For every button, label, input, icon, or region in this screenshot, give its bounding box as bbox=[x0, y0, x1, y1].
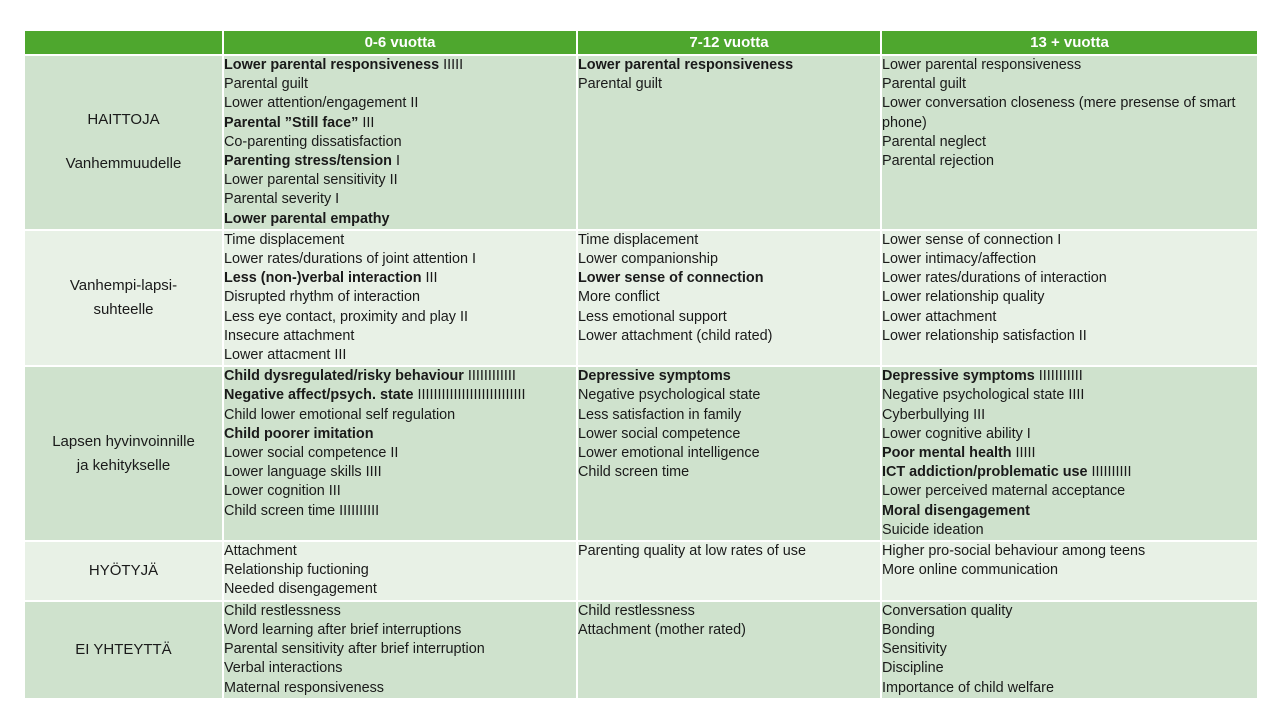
study-count-marks: I bbox=[1022, 425, 1031, 442]
item-text: ICT addiction/problematic use bbox=[882, 464, 1088, 481]
list-item bbox=[224, 463, 576, 482]
list-item bbox=[578, 542, 880, 561]
cell-list bbox=[224, 542, 576, 600]
cell-0-6 bbox=[223, 366, 577, 541]
item-text: Parenting stress/tension bbox=[224, 153, 392, 170]
study-count-marks: IIIIIIIIII bbox=[1087, 464, 1132, 481]
table-row bbox=[24, 230, 1258, 366]
list-item bbox=[224, 133, 576, 152]
cell-list bbox=[224, 602, 576, 698]
item-text: Lower conversation closeness (mere presense of smart phone) bbox=[882, 95, 1236, 131]
item-text: Less emotional support bbox=[578, 308, 727, 325]
item-text: Parental guilt bbox=[578, 76, 662, 93]
item-text: Lower companionship bbox=[578, 251, 718, 268]
item-text: Lower social competence bbox=[224, 445, 387, 462]
item-text: Child poorer imitation bbox=[224, 425, 374, 442]
item-text: Lower parental responsiveness bbox=[882, 57, 1082, 73]
cell-13-plus bbox=[881, 366, 1258, 541]
list-item bbox=[224, 346, 576, 365]
list-item bbox=[882, 463, 1257, 482]
list-item bbox=[882, 327, 1257, 346]
study-count-marks: IIIIIIIIIIIIIIIIIIIIIIIIIII bbox=[413, 387, 526, 404]
list-item bbox=[224, 210, 576, 229]
list-item bbox=[224, 640, 576, 659]
list-item bbox=[224, 152, 576, 171]
list-item bbox=[224, 602, 576, 621]
cell-list bbox=[882, 602, 1257, 698]
cell-list bbox=[578, 542, 880, 561]
study-count-marks: I bbox=[468, 251, 476, 268]
item-text: Lower intimacy/affection bbox=[882, 251, 1037, 268]
list-item bbox=[578, 602, 880, 621]
cell-list bbox=[578, 56, 880, 94]
cell-list bbox=[882, 367, 1257, 540]
list-item bbox=[224, 406, 576, 425]
item-text: Lower social competence bbox=[578, 425, 741, 442]
study-count-marks: II bbox=[1074, 327, 1087, 344]
list-item bbox=[882, 367, 1257, 386]
item-text: Parental severity bbox=[224, 191, 332, 208]
item-text: Lower parental empathy bbox=[224, 210, 390, 227]
list-item bbox=[882, 444, 1257, 463]
header-cell-0-6: 0-6 vuotta bbox=[223, 30, 577, 55]
item-text: Child screen time bbox=[578, 464, 690, 481]
list-item bbox=[224, 56, 576, 75]
list-item bbox=[882, 502, 1257, 521]
cell-list bbox=[882, 231, 1257, 346]
item-text: Less eye contact, proximity and play bbox=[224, 308, 456, 325]
row-header-line1: Vanhempi-lapsi- bbox=[69, 277, 178, 295]
list-item bbox=[224, 231, 576, 250]
list-item bbox=[224, 75, 576, 94]
list-item bbox=[882, 621, 1257, 640]
item-text: Lower sense of connection bbox=[882, 231, 1054, 248]
table-row bbox=[24, 366, 1258, 541]
item-text: Attachment (mother rated) bbox=[578, 621, 746, 638]
list-item bbox=[224, 659, 576, 678]
list-item bbox=[578, 406, 880, 425]
item-text: Child restlessness bbox=[224, 602, 341, 619]
item-text: Lower attachment (child rated) bbox=[578, 327, 773, 344]
item-text: Lower relationship satisfaction bbox=[882, 327, 1075, 344]
item-text: Depressive symptoms bbox=[578, 368, 731, 385]
study-count-marks: III bbox=[421, 270, 438, 287]
cell-7-12 bbox=[577, 55, 881, 230]
list-item bbox=[578, 288, 880, 307]
cell-13-plus bbox=[881, 230, 1258, 366]
row-header bbox=[24, 541, 223, 601]
list-item bbox=[578, 231, 880, 250]
item-text: Disrupted rhythm of interaction bbox=[224, 289, 420, 306]
item-text: Verbal interactions bbox=[224, 660, 343, 677]
cell-list bbox=[578, 231, 880, 346]
row-header bbox=[24, 230, 223, 366]
item-text: Lower parental responsiveness bbox=[224, 57, 440, 73]
list-item bbox=[224, 308, 576, 327]
item-text: Parental sensitivity after brief interruption bbox=[224, 641, 485, 658]
list-item bbox=[578, 308, 880, 327]
row-header-gap bbox=[25, 132, 222, 152]
item-text: Lower rates/durations of interaction bbox=[882, 270, 1107, 287]
list-item bbox=[224, 269, 576, 288]
list-item bbox=[224, 542, 576, 561]
list-item bbox=[882, 542, 1257, 561]
study-count-marks: IIIII bbox=[1011, 445, 1036, 462]
study-count-marks: IIII bbox=[361, 464, 382, 481]
row-header bbox=[24, 55, 223, 230]
item-text: Child dysregulated/risky behaviour bbox=[224, 368, 464, 385]
item-text: Parental guilt bbox=[224, 76, 308, 93]
table-row bbox=[24, 55, 1258, 230]
item-text: Depressive symptoms bbox=[882, 368, 1035, 385]
item-text: Parental rejection bbox=[882, 153, 994, 170]
cell-0-6 bbox=[223, 541, 577, 601]
list-item bbox=[882, 269, 1257, 288]
list-item bbox=[882, 659, 1257, 678]
study-count-marks: IIIIIIIIIII bbox=[1034, 368, 1083, 385]
list-item bbox=[578, 250, 880, 269]
list-item bbox=[224, 621, 576, 640]
list-item bbox=[224, 367, 576, 386]
item-text: Lower emotional intelligence bbox=[578, 445, 760, 462]
item-text: Cyberbullying bbox=[882, 406, 970, 423]
list-item bbox=[882, 482, 1257, 501]
study-count-marks: I bbox=[1053, 231, 1062, 248]
item-text: Lower cognitive ability bbox=[882, 425, 1023, 442]
study-count-marks: II bbox=[455, 308, 468, 325]
item-text: Negative psychological state bbox=[882, 387, 1065, 404]
list-item bbox=[578, 444, 880, 463]
cell-0-6 bbox=[223, 230, 577, 366]
study-count-marks: I bbox=[391, 153, 400, 170]
list-item bbox=[882, 133, 1257, 152]
row-header-line2: Vanhemmuudelle bbox=[65, 155, 182, 173]
list-item bbox=[224, 482, 576, 501]
list-item bbox=[578, 56, 880, 75]
list-item bbox=[578, 621, 880, 640]
item-text: Time displacement bbox=[578, 231, 699, 248]
row-header-line1: EI YHTEYTTÄ bbox=[75, 640, 172, 658]
row-header-line1: Lapsen hyvinvoinnille bbox=[52, 432, 195, 450]
list-item bbox=[578, 463, 880, 482]
item-text: Parental guilt bbox=[882, 76, 966, 93]
item-text: Discipline bbox=[882, 660, 944, 677]
cell-7-12 bbox=[577, 601, 881, 699]
list-item bbox=[224, 679, 576, 698]
table-row bbox=[24, 601, 1258, 699]
item-text: Lower language skills bbox=[224, 464, 362, 481]
cell-list bbox=[578, 602, 880, 640]
list-item bbox=[882, 75, 1257, 94]
list-item bbox=[578, 75, 880, 94]
list-item bbox=[224, 561, 576, 580]
list-item bbox=[578, 386, 880, 405]
item-text: Attachment bbox=[224, 543, 297, 560]
item-text: Less (non-)verbal interaction bbox=[224, 270, 422, 287]
cell-list bbox=[224, 367, 576, 521]
item-text: Child screen time bbox=[224, 502, 336, 519]
item-text: Lower cognition bbox=[224, 483, 325, 500]
item-text: Negative psychological state bbox=[578, 387, 761, 404]
list-item bbox=[882, 308, 1257, 327]
list-item bbox=[882, 152, 1257, 171]
list-item bbox=[882, 425, 1257, 444]
row-header bbox=[24, 366, 223, 541]
study-count-marks: II bbox=[385, 172, 398, 189]
item-text: Moral disengagement bbox=[882, 502, 1030, 519]
cell-13-plus bbox=[881, 55, 1258, 230]
study-count-marks: III bbox=[330, 347, 347, 364]
item-text: Poor mental health bbox=[882, 445, 1012, 462]
list-item bbox=[224, 288, 576, 307]
item-text: Maternal responsiveness bbox=[224, 679, 384, 696]
item-text: Lower attacment bbox=[224, 347, 331, 364]
item-text: Needed disengagement bbox=[224, 581, 377, 598]
cell-list bbox=[578, 367, 880, 482]
list-item bbox=[882, 561, 1257, 580]
cell-list bbox=[224, 231, 576, 365]
row-header-line1: HYÖTYJÄ bbox=[88, 561, 159, 579]
list-item bbox=[224, 250, 576, 269]
item-text: Less satisfaction in family bbox=[578, 406, 742, 423]
item-text: Sensitivity bbox=[882, 641, 947, 658]
item-text: Importance of child welfare bbox=[882, 679, 1054, 696]
item-text: Lower sense of connection bbox=[578, 270, 764, 287]
header-cell-empty bbox=[24, 30, 223, 55]
list-item bbox=[578, 367, 880, 386]
item-text: Suicide ideation bbox=[882, 521, 984, 538]
list-item bbox=[224, 580, 576, 599]
list-item bbox=[224, 425, 576, 444]
item-text: Lower relationship quality bbox=[882, 289, 1045, 306]
study-count-marks: IIIIIIIIII bbox=[335, 502, 380, 519]
list-item bbox=[224, 171, 576, 190]
item-text: Lower perceived maternal acceptance bbox=[882, 483, 1126, 500]
study-count-marks: II bbox=[406, 95, 419, 112]
item-text: Word learning after brief interruptions bbox=[224, 621, 462, 638]
list-item bbox=[224, 190, 576, 209]
list-item bbox=[882, 250, 1257, 269]
list-item bbox=[224, 502, 576, 521]
list-item bbox=[224, 327, 576, 346]
item-text: Higher pro-social behaviour among teens bbox=[882, 543, 1146, 560]
study-count-marks: III bbox=[358, 114, 375, 131]
item-text: More conflict bbox=[578, 289, 660, 306]
cell-0-6 bbox=[223, 601, 577, 699]
header-row bbox=[24, 30, 1258, 55]
list-item bbox=[224, 444, 576, 463]
cell-list bbox=[882, 56, 1257, 171]
item-text: Lower rates/durations of joint attention bbox=[224, 251, 468, 268]
item-text: Time displacement bbox=[224, 231, 345, 248]
study-count-marks: IIIIIIIIIIII bbox=[463, 368, 516, 385]
row-header-line2: suhteelle bbox=[93, 301, 154, 319]
cell-13-plus bbox=[881, 541, 1258, 601]
cell-list bbox=[224, 56, 576, 229]
list-item bbox=[224, 114, 576, 133]
list-item bbox=[882, 386, 1257, 405]
list-item bbox=[578, 269, 880, 288]
list-item bbox=[224, 386, 576, 405]
list-item bbox=[578, 425, 880, 444]
list-item bbox=[882, 231, 1257, 250]
effects-table bbox=[23, 29, 1259, 700]
item-text: Parenting quality at low rates of use bbox=[578, 543, 806, 560]
item-text: Bonding bbox=[882, 621, 935, 638]
list-item bbox=[882, 56, 1257, 75]
cell-0-6 bbox=[223, 55, 577, 230]
study-count-marks: IIIII bbox=[439, 57, 464, 73]
study-count-marks: III bbox=[324, 483, 341, 500]
list-item bbox=[882, 521, 1257, 540]
list-item bbox=[882, 679, 1257, 698]
list-item bbox=[882, 288, 1257, 307]
item-text: Negative affect/psych. state bbox=[224, 387, 414, 404]
list-item bbox=[882, 602, 1257, 621]
cell-list bbox=[882, 542, 1257, 580]
list-item bbox=[882, 94, 1257, 132]
header-cell-7-12: 7-12 vuotta bbox=[577, 30, 881, 55]
item-text: Lower parental sensitivity bbox=[224, 172, 386, 189]
item-text: Relationship fuctioning bbox=[224, 562, 369, 579]
cell-7-12 bbox=[577, 366, 881, 541]
row-header-line2: ja kehitykselle bbox=[76, 456, 171, 474]
item-text: Lower parental responsiveness bbox=[578, 57, 794, 73]
list-item bbox=[882, 406, 1257, 425]
list-item bbox=[224, 94, 576, 113]
item-text: Parental neglect bbox=[882, 133, 987, 150]
item-text: Child lower emotional self regulation bbox=[224, 406, 456, 423]
study-count-marks: IIII bbox=[1064, 387, 1085, 404]
list-item bbox=[578, 327, 880, 346]
item-text: Lower attention/engagement bbox=[224, 95, 407, 112]
cell-13-plus bbox=[881, 601, 1258, 699]
table-row bbox=[24, 541, 1258, 601]
item-text: Parental ”Still face” bbox=[224, 114, 359, 131]
header-cell-13-plus: 13 + vuotta bbox=[881, 30, 1258, 55]
item-text: Child restlessness bbox=[578, 602, 695, 619]
list-item bbox=[882, 640, 1257, 659]
item-text: Co-parenting dissatisfaction bbox=[224, 133, 402, 150]
cell-7-12 bbox=[577, 541, 881, 601]
row-header-line1: HAITTOJA bbox=[87, 111, 160, 129]
study-count-marks: II bbox=[386, 445, 399, 462]
item-text: More online communication bbox=[882, 562, 1058, 579]
study-count-marks: III bbox=[969, 406, 986, 423]
row-header bbox=[24, 601, 223, 699]
item-text: Insecure attachment bbox=[224, 327, 355, 344]
item-text: Conversation quality bbox=[882, 602, 1013, 619]
cell-7-12 bbox=[577, 230, 881, 366]
item-text: Lower attachment bbox=[882, 308, 997, 325]
study-count-marks: I bbox=[331, 191, 340, 208]
